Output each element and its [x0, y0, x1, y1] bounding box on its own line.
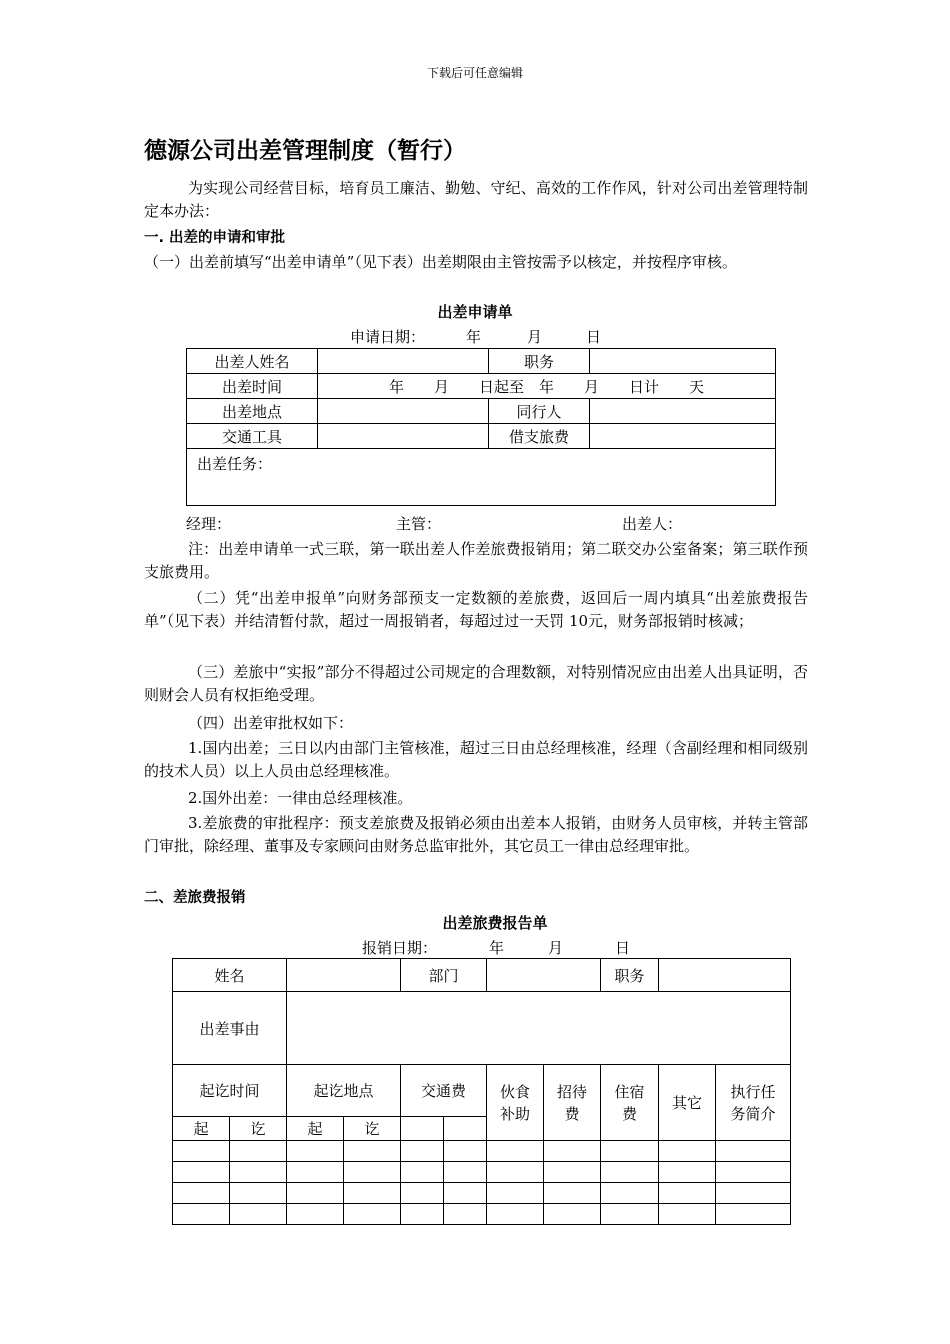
hosting-header-line1: 招待 — [557, 1082, 588, 1101]
companion-label: 同行人 — [489, 399, 590, 424]
report-name-field[interactable] — [287, 959, 401, 992]
cell[interactable] — [173, 1141, 230, 1162]
cell[interactable] — [344, 1204, 401, 1225]
cell[interactable] — [716, 1204, 791, 1225]
cell[interactable] — [601, 1162, 659, 1183]
cell[interactable] — [287, 1162, 344, 1183]
supervisor-signature-label: 主管： — [396, 515, 442, 533]
advance-field[interactable] — [590, 424, 776, 449]
report-form-title: 出差旅费报告单 — [442, 914, 548, 932]
transport-field[interactable] — [318, 424, 489, 449]
task-header-line1: 执行任 — [730, 1082, 776, 1101]
rule2-paragraph: 2.国外出差：一律由总经理核准。 — [188, 789, 413, 807]
transport-sub-b — [444, 1117, 487, 1141]
hosting-header-line2: 费 — [564, 1104, 580, 1123]
traveler-signature-label: 出差人： — [622, 515, 683, 533]
travel-time-label: 出差时间 — [187, 374, 318, 399]
download-note: 下载后可任意编辑 — [426, 66, 523, 80]
report-name-label: 姓名 — [173, 959, 287, 992]
task-header-line2: 务简介 — [730, 1104, 776, 1123]
report-reason-field[interactable] — [287, 992, 791, 1065]
cell[interactable] — [401, 1183, 444, 1204]
report-dept-field[interactable] — [487, 959, 601, 992]
cell[interactable] — [659, 1204, 716, 1225]
cell[interactable] — [601, 1183, 659, 1204]
cell[interactable] — [544, 1183, 601, 1204]
table-row — [173, 1141, 791, 1162]
cell[interactable] — [487, 1162, 544, 1183]
cell[interactable] — [287, 1141, 344, 1162]
note-paragraph: 注：出差申请单一式三联，第一联出差人作差旅费报销用；第二联交办公室备案；第三联作预支旅费用。 — [144, 540, 808, 581]
place-range-header: 起讫地点 — [287, 1065, 401, 1117]
advance-label: 借支旅费 — [489, 424, 590, 449]
report-date-label: 报销日期： — [362, 939, 438, 957]
section2-heading: 二、差旅费报销 — [144, 890, 246, 906]
cell[interactable] — [401, 1141, 444, 1162]
travel-time-field[interactable]: 年 月 日起至 年 月 日计 天 — [318, 374, 776, 399]
cell[interactable] — [544, 1141, 601, 1162]
report-date-year: 年 — [489, 939, 505, 957]
cell[interactable] — [716, 1162, 791, 1183]
cell[interactable] — [444, 1162, 487, 1183]
cell[interactable] — [659, 1162, 716, 1183]
item4-paragraph: （四）出差审批权如下： — [188, 714, 354, 732]
cell[interactable] — [344, 1141, 401, 1162]
cell[interactable] — [716, 1183, 791, 1204]
meal-header-line2: 补助 — [500, 1104, 531, 1123]
item1-paragraph: （一）出差前填写“出差申请单”（见下表）出差期限由主管按需予以核定，并按程序审核。 — [144, 253, 737, 271]
place-end-header: 讫 — [344, 1117, 401, 1141]
application-date-month: 月 — [527, 328, 543, 346]
cell[interactable] — [344, 1183, 401, 1204]
report-position-label: 职务 — [601, 959, 659, 992]
cell[interactable] — [544, 1204, 601, 1225]
cell[interactable] — [444, 1141, 487, 1162]
cell[interactable] — [287, 1183, 344, 1204]
lodging-header-line1: 住宿 — [614, 1082, 645, 1101]
page-title: 德源公司出差管理制度（暂行） — [144, 138, 466, 164]
lodging-header-line2: 费 — [622, 1104, 638, 1123]
cell[interactable] — [444, 1183, 487, 1204]
cell[interactable] — [487, 1204, 544, 1225]
section1-heading: 一. 出差的申请和审批 — [144, 230, 286, 246]
transport-fee-header: 交通费 — [401, 1065, 487, 1117]
expense-report-table — [172, 958, 791, 1225]
cell[interactable] — [287, 1204, 344, 1225]
position-field[interactable] — [590, 349, 776, 374]
hosting-fee-header — [544, 1065, 601, 1141]
report-position-field[interactable] — [659, 959, 791, 992]
report-dept-label: 部门 — [401, 959, 487, 992]
transport-label: 交通工具 — [187, 424, 318, 449]
cell[interactable] — [659, 1183, 716, 1204]
cell[interactable] — [716, 1141, 791, 1162]
item2-paragraph: （二）凭“出差申报单”向财务部预支一定数额的差旅费，返回后一周内填具“出差旅费报告单”（见下表）并结清暂付款，超过一周报销者，每超过过一天罚 10元，财务部报销时核减； — [144, 589, 808, 630]
cell[interactable] — [230, 1141, 287, 1162]
application-form-title: 出差申请单 — [437, 303, 513, 321]
report-reason-label: 出差事由 — [173, 992, 287, 1065]
cell[interactable] — [344, 1162, 401, 1183]
cell[interactable] — [230, 1162, 287, 1183]
intro-paragraph: 为实现公司经营目标，培育员工廉洁、勤勉、守纪、高效的工作作风，针对公司出差管理特制定本办法： — [144, 179, 808, 220]
cell[interactable] — [487, 1141, 544, 1162]
application-date-year: 年 — [466, 328, 482, 346]
cell[interactable] — [544, 1162, 601, 1183]
table-row — [173, 1162, 791, 1183]
rule1-paragraph: 1.国内出差；三日以内由部门主管核准，超过三日由总经理核准，经理（含副经理和相同级别的技术人员）以上人员由总经理核准。 — [144, 739, 808, 780]
cell[interactable] — [401, 1162, 444, 1183]
cell[interactable] — [601, 1141, 659, 1162]
cell[interactable] — [487, 1183, 544, 1204]
application-date-label: 申请日期： — [350, 328, 426, 346]
cell[interactable] — [230, 1183, 287, 1204]
report-date-month: 月 — [548, 939, 564, 957]
cell[interactable] — [444, 1204, 487, 1225]
table-row — [173, 1183, 791, 1204]
cell[interactable] — [401, 1204, 444, 1225]
cell[interactable] — [659, 1141, 716, 1162]
time-end-header: 讫 — [230, 1117, 287, 1141]
cell[interactable] — [173, 1204, 230, 1225]
traveler-name-label: 出差人姓名 — [187, 349, 318, 374]
transport-sub-a — [401, 1117, 444, 1141]
task-summary-header — [716, 1065, 791, 1141]
position-label: 职务 — [489, 349, 590, 374]
manager-signature-label: 经理： — [186, 515, 232, 533]
application-date-day: 日 — [586, 328, 602, 346]
cell[interactable] — [230, 1204, 287, 1225]
cell[interactable] — [173, 1162, 230, 1183]
meal-allowance-header — [487, 1065, 544, 1141]
place-start-header: 起 — [287, 1117, 344, 1141]
cell[interactable] — [173, 1183, 230, 1204]
report-date-day: 日 — [615, 939, 631, 957]
rule3-paragraph: 3.差旅费的审批程序：预支差旅费及报销必须由出差本人报销，由财务人员审核，并转主管部门审批，除经理、董事及专家顾问由财务总监审批外，其它员工一律由总经理审批。 — [144, 814, 808, 855]
time-range-header: 起讫时间 — [173, 1065, 287, 1117]
traveler-name-field[interactable] — [318, 349, 489, 374]
destination-field[interactable] — [318, 399, 489, 424]
lodging-fee-header — [601, 1065, 659, 1141]
application-form-table — [186, 348, 776, 506]
meal-header-line1: 伙食 — [500, 1082, 531, 1101]
destination-label: 出差地点 — [187, 399, 318, 424]
cell[interactable] — [601, 1204, 659, 1225]
time-start-header: 起 — [173, 1117, 230, 1141]
item3-paragraph: （三）差旅中“实报”部分不得超过公司规定的合理数额，对特别情况应由出差人出具证明，否则财会人员有权拒绝受理。 — [144, 663, 808, 704]
companion-field[interactable] — [590, 399, 776, 424]
table-row — [173, 1204, 791, 1225]
task-label: 出差任务： — [197, 455, 273, 473]
other-fee-header: 其它 — [659, 1065, 716, 1141]
task-field[interactable] — [187, 449, 776, 506]
